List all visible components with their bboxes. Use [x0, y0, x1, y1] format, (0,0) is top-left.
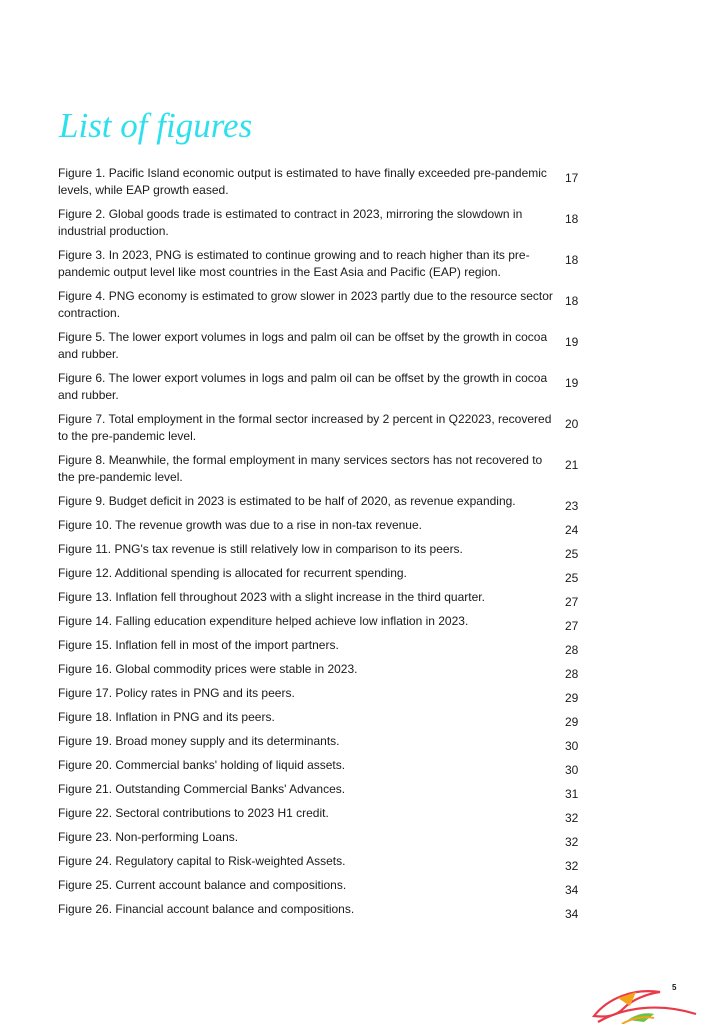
figure-entry[interactable]: [58, 805, 598, 829]
figure-page-number: 32: [565, 835, 579, 849]
figure-title: Figure 14. Falling education expenditure helped achieve low inflation in 2023.: [58, 614, 469, 628]
figure-page-number: 25: [565, 547, 579, 561]
figure-page-number: 18: [565, 253, 579, 267]
figure-title: Figure 18. Inflation in PNG and its peers.: [58, 710, 275, 724]
figure-entry[interactable]: [58, 637, 598, 661]
figure-entry[interactable]: [58, 757, 598, 781]
figure-title: Figure 4. PNG economy is estimated to grow slower in 2023 partly due to the resource sector contraction.: [58, 289, 553, 320]
figure-title: Figure 19. Broad money supply and its determinants.: [58, 734, 340, 748]
figure-entry[interactable]: [58, 329, 598, 370]
figure-title: Figure 20. Commercial banks' holding of liquid assets.: [58, 758, 346, 772]
figure-title: Figure 21. Outstanding Commercial Banks' Advances.: [58, 782, 346, 796]
figure-page-number: 17: [565, 171, 579, 185]
figure-entry[interactable]: [58, 613, 598, 637]
figure-title: Figure 22. Sectoral contributions to 2023 H1 credit.: [58, 806, 329, 820]
page-title: List of figures: [59, 106, 253, 145]
figure-entry[interactable]: [58, 370, 598, 411]
figure-entry[interactable]: [58, 901, 598, 925]
figure-title: Figure 11. PNG's tax revenue is still relatively low in comparison to its peers.: [58, 542, 463, 556]
figure-entry[interactable]: [58, 709, 598, 733]
figure-title: Figure 8. Meanwhile, the formal employment in many services sectors has not recovered to the pre-pandemic level.: [58, 453, 543, 484]
figure-entry[interactable]: [58, 877, 598, 901]
figure-entry[interactable]: [58, 541, 598, 565]
figure-page-number: 20: [565, 417, 579, 431]
figure-title: Figure 5. The lower export volumes in logs and palm oil can be offset by the growth in cocoa and rubber.: [58, 330, 548, 361]
figure-entry[interactable]: [58, 206, 598, 247]
figure-page-number: 23: [565, 499, 579, 513]
figure-page-number: 24: [565, 523, 579, 537]
figure-entry[interactable]: [58, 493, 598, 517]
figure-title: Figure 6. The lower export volumes in logs and palm oil can be offset by the growth in cocoa and rubber.: [58, 371, 548, 402]
figure-title: Figure 17. Policy rates in PNG and its peers.: [58, 686, 295, 700]
figure-entry[interactable]: [58, 661, 598, 685]
figure-entry[interactable]: [58, 247, 598, 288]
figure-page-number: 28: [565, 667, 579, 681]
figure-entry[interactable]: [58, 565, 598, 589]
figure-page-number: 27: [565, 619, 579, 633]
figure-entry[interactable]: [58, 685, 598, 709]
figure-title: Figure 23. Non-performing Loans.: [58, 830, 239, 844]
figure-title: Figure 1. Pacific Island economic output is estimated to have finally exceeded pre-pandemic levels, while EAP growth eased.: [58, 166, 547, 197]
figure-page-number: 27: [565, 595, 579, 609]
figure-page-number: 25: [565, 571, 579, 585]
figure-page-number: 30: [565, 763, 579, 777]
figure-entry[interactable]: [58, 829, 598, 853]
figure-title: Figure 2. Global goods trade is estimated to contract in 2023, mirroring the slowdown in industrial production.: [58, 207, 523, 238]
figure-page-number: 34: [565, 907, 579, 921]
figure-title: Figure 12. Additional spending is allocated for recurrent spending.: [58, 566, 407, 580]
figure-entry[interactable]: [58, 781, 598, 805]
figure-entry[interactable]: [58, 733, 598, 757]
figure-entry[interactable]: [58, 411, 598, 452]
figure-entry[interactable]: [58, 517, 598, 541]
figure-title: Figure 7. Total employment in the formal sector increased by 2 percent in Q22023, recovered to the pre-pandemic level.: [58, 412, 552, 443]
figure-title: Figure 25. Current account balance and compositions.: [58, 878, 347, 892]
figure-page-number: 18: [565, 212, 579, 226]
figure-entry[interactable]: [58, 589, 598, 613]
figure-title: Figure 9. Budget deficit in 2023 is estimated to be half of 2020, as revenue expanding.: [58, 494, 516, 508]
figure-title: Figure 24. Regulatory capital to Risk-weighted Assets.: [58, 854, 346, 868]
figure-entry[interactable]: [58, 288, 598, 329]
figure-title: Figure 13. Inflation fell throughout 2023 with a slight increase in the third quarter.: [58, 590, 485, 604]
figure-page-number: 28: [565, 643, 579, 657]
figure-page-number: 32: [565, 859, 579, 873]
figure-page-number: 29: [565, 715, 579, 729]
figure-page-number: 21: [565, 458, 579, 472]
figure-entry[interactable]: [58, 853, 598, 877]
figure-list: [58, 165, 598, 925]
bird-of-paradise-logo: [588, 984, 724, 1024]
figure-page-number: 34: [565, 883, 579, 897]
figure-title: Figure 10. The revenue growth was due to a rise in non-tax revenue.: [58, 518, 422, 532]
page-number: 5: [672, 983, 677, 992]
figure-entry[interactable]: [58, 165, 598, 206]
figure-title: Figure 15. Inflation fell in most of the import partners.: [58, 638, 339, 652]
figure-entry[interactable]: [58, 452, 598, 493]
figure-title: Figure 26. Financial account balance and compositions.: [58, 902, 355, 916]
figure-page-number: 19: [565, 376, 579, 390]
figure-page-number: 32: [565, 811, 579, 825]
figure-page-number: 18: [565, 294, 579, 308]
figure-page-number: 30: [565, 739, 579, 753]
figure-title: Figure 16. Global commodity prices were stable in 2023.: [58, 662, 358, 676]
figure-title: Figure 3. In 2023, PNG is estimated to continue growing and to reach higher than its pre-pandemic output level like most countries in the East Asia and Pacific (EAP) region.: [58, 248, 530, 279]
figure-page-number: 29: [565, 691, 579, 705]
figure-page-number: 19: [565, 335, 579, 349]
figure-page-number: 31: [565, 787, 579, 801]
